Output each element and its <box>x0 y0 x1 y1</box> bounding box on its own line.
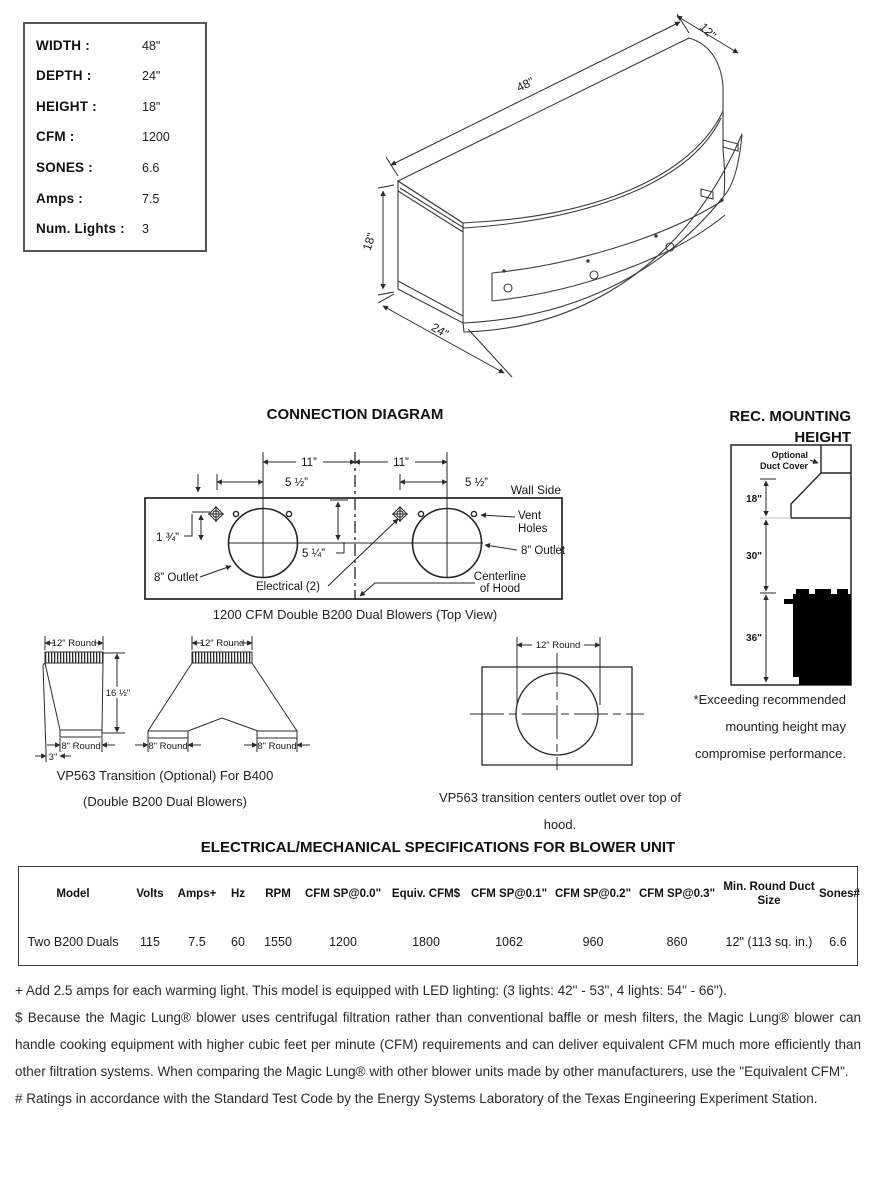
mounting-height-title <box>729 406 851 448</box>
spec-label: WIDTH : <box>36 37 90 53</box>
mounting-height-title-line2: HEIGHT <box>794 429 851 446</box>
electrical-label: Electrical (2) <box>256 581 320 593</box>
dim-18-label: 18" <box>746 494 762 505</box>
dim-11-right-label: 11” <box>393 457 409 469</box>
outlet-right-label: 8” Outlet <box>521 545 566 557</box>
col-header-cfm02: CFM SP@0.2" <box>554 888 632 901</box>
cell-cfm01: 1062 <box>495 935 523 950</box>
col-header-rpm: RPM <box>265 888 291 901</box>
col-header-cfm03: CFM SP@0.3" <box>638 888 716 901</box>
cell-volts: 115 <box>140 935 160 950</box>
iso-dimension-lines <box>378 14 738 377</box>
iso-dim-height-label: 18" <box>360 231 379 253</box>
dim-8round-label: 8" Round <box>61 741 101 752</box>
col-header-sones: Sones# <box>819 888 860 901</box>
dim-12round-label: 12" Round <box>199 638 245 649</box>
collar-hatch <box>45 652 103 663</box>
iso-dim-depth-label: 24" <box>428 320 452 342</box>
spec-summary-box <box>23 22 207 252</box>
table-header-row <box>19 867 860 921</box>
vent-hole <box>233 511 238 516</box>
transition-caption-line1: VP563 Transition (Optional) For B400 <box>56 768 274 783</box>
cell-amps: 7.5 <box>188 935 206 950</box>
dim-12round-label: 12" Round <box>51 638 97 649</box>
spec-value: 7.5 <box>142 191 160 206</box>
dim-5quarter-label: 5 ¼” <box>302 548 326 560</box>
duct-cover-label: Optional <box>771 450 808 460</box>
top-view-caption-line1: VP563 transition centers outlet over top of <box>438 790 682 805</box>
col-header-equiv: Equiv. CFM$ <box>391 888 461 901</box>
electrical-spec-table <box>18 866 858 966</box>
cell-equiv: 1800 <box>412 935 440 950</box>
dim-1-3quarter-label: 1 ¾” <box>156 532 180 544</box>
mounting-height-title-line1: REC. MOUNTING <box>729 408 851 425</box>
dim-12round-label: 12" Round <box>535 640 581 651</box>
electrical-spec-title: ELECTRICAL/MECHANICAL SPECIFICATIONS FOR BLOWER UNIT <box>200 839 676 856</box>
transition-top-view-diagram <box>460 632 650 777</box>
hood-light <box>590 271 598 279</box>
hood-right-edge <box>723 111 725 196</box>
hood-left-panel <box>398 181 463 323</box>
cell-rpm: 1550 <box>264 935 292 950</box>
connection-diagram <box>140 440 580 610</box>
spec-value: 3 <box>142 222 149 237</box>
cell-model: Two B200 Duals <box>27 935 119 950</box>
spec-row-cfm <box>36 129 205 144</box>
dim-36-label: 36" <box>746 633 762 644</box>
iso-dim-width-label: 48" <box>514 74 537 95</box>
col-header-volts: Volts <box>136 888 164 901</box>
transition-caption-line2: (Double B200 Dual Blowers) <box>82 794 248 809</box>
dual-transition-outlet <box>148 731 188 738</box>
vent-hole <box>286 511 291 516</box>
top-view-caption <box>415 784 705 838</box>
col-header-cfm00: CFM SP@0.0" <box>304 888 382 901</box>
duct-cover-label: Duct Cover <box>759 461 808 471</box>
vent-hole <box>418 511 423 516</box>
mounting-height-warning <box>626 686 846 767</box>
hood-front-bottom-edge <box>463 196 724 323</box>
centerline-label: of Hood <box>479 583 521 595</box>
centerline-label: Centerline <box>473 571 527 583</box>
dim-165-label: 16 ½" <box>105 688 131 699</box>
col-header-duct: Min. Round Duct Size <box>723 880 815 908</box>
dim-3-label: 3" <box>48 752 58 763</box>
footnote-ratings: # Ratings in accordance with the Standard Test Code by the Energy Systems Laboratory of the Texas Engineering Experiment Station. <box>15 1091 818 1106</box>
dim-11-left-label: 11” <box>301 457 317 469</box>
top-view-caption-line2: hood. <box>543 817 577 832</box>
spec-row-amps <box>36 191 205 206</box>
isometric-hood-drawing <box>360 0 876 390</box>
mounting-height-diagram <box>722 443 876 690</box>
col-header-hz: Hz <box>230 888 246 901</box>
spec-value: 48" <box>142 38 161 53</box>
dim-8round-label: 8" Round <box>148 741 188 752</box>
warning-line: *Exceeding recommended <box>693 692 846 707</box>
footnote-amps: + Add 2.5 amps for each warming light. This model is equipped with LED lighting: (3 lights: 42" - 53", 4 lights: 54" - 66"). <box>15 983 727 998</box>
cell-hz: 60 <box>231 935 245 950</box>
cell-cfm02: 960 <box>582 935 604 950</box>
hood-light <box>504 284 512 292</box>
hood-left-trim-top <box>398 191 463 232</box>
electrical-knockout-symbol <box>392 506 408 522</box>
collar-hatch <box>192 652 252 663</box>
spec-label: CFM : <box>36 129 75 145</box>
hood-top-face <box>398 38 723 223</box>
table-row <box>19 921 857 965</box>
spec-label: HEIGHT : <box>36 98 97 114</box>
connection-diagram-title: CONNECTION DIAGRAM <box>266 406 444 423</box>
connection-diagram-caption: 1200 CFM Double B200 Dual Blowers (Top View) <box>212 607 498 622</box>
spec-row-sones <box>36 160 205 175</box>
outlet-left-label: 8” Outlet <box>154 572 199 584</box>
range-silhouette <box>784 589 851 685</box>
spec-label: Amps : <box>36 190 83 206</box>
dim-30-label: 30" <box>746 551 762 562</box>
dim-5half-left-label: 5 ½” <box>285 477 309 489</box>
spec-value: 1200 <box>142 130 170 145</box>
vent-hole <box>471 511 476 516</box>
cell-cfm03: 860 <box>666 935 688 950</box>
spec-value: 6.6 <box>142 161 160 176</box>
spec-row-height <box>36 99 205 114</box>
col-header-amps: Amps+ <box>177 888 217 901</box>
spec-row-width <box>36 38 205 53</box>
vp563-transition-drawings <box>30 630 330 765</box>
spec-row-lights <box>36 221 205 236</box>
duct-cover-leader <box>810 460 818 463</box>
hood-bracket <box>701 140 738 199</box>
single-transition-outlet <box>60 730 102 737</box>
spec-value: 18" <box>142 99 161 114</box>
vent-holes-label: Vent <box>518 510 542 522</box>
iso-dim-duct-label: 12" <box>696 19 720 43</box>
dual-transition-body <box>148 663 297 731</box>
footnotes <box>15 977 861 1112</box>
hood-left-trim-bottom <box>398 281 463 316</box>
spec-label: Num. Lights : <box>36 221 125 237</box>
hood-glass-band <box>492 201 725 301</box>
hood-vent-dots <box>502 198 723 272</box>
electrical-knockout-symbol <box>208 506 224 522</box>
warning-line: compromise performance. <box>695 746 846 761</box>
spec-value: 24" <box>142 69 161 84</box>
spec-label: SONES : <box>36 160 93 176</box>
spec-row-depth <box>36 68 205 83</box>
hood-profile <box>791 473 851 518</box>
cell-cfm00: 1200 <box>329 935 357 950</box>
footnote-equivalent-cfm: $ Because the Magic Lung® blower uses centrifugal filtration rather than conventional baffle or mesh filters, the Magic Lung® blower can handle cooking equipment with higher cubic feet per minute (CFM) requirements and can deliver equivalent CFM much more efficiently than other filtration systems. When comparing the Magic Lung® with other blower units made by other manufacturers, use the "Equivalent CFM". <box>15 1010 861 1079</box>
warning-line: mounting height may <box>725 719 846 734</box>
dual-transition-outlet <box>257 731 297 738</box>
vent-holes-label: Holes <box>518 523 548 535</box>
wall-side-label: Wall Side <box>510 483 561 497</box>
col-header-model: Model <box>56 888 90 901</box>
cell-duct: 12" (113 sq. in.) <box>725 935 813 950</box>
single-transition-body <box>43 663 103 752</box>
spec-label: DEPTH : <box>36 68 92 84</box>
col-header-cfm01: CFM SP@0.1" <box>470 888 548 901</box>
cell-sones: 6.6 <box>829 935 847 950</box>
duct-cover-outline <box>821 445 851 473</box>
dim-8round-label: 8" Round <box>257 741 297 752</box>
dim-5half-right-label: 5 ½” <box>465 477 489 489</box>
